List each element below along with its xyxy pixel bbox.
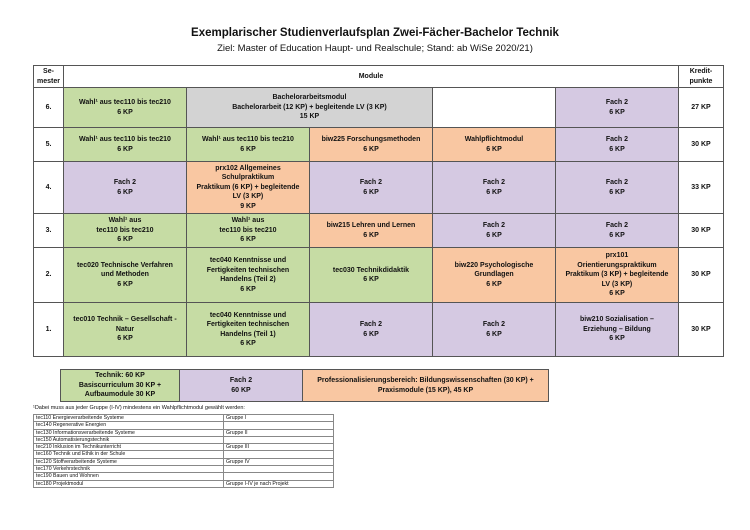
semester-header: Se- mester — [34, 66, 64, 88]
module-cell — [186, 214, 309, 248]
credit-points: 30 KP — [678, 214, 723, 248]
cell-text-line: 6 KP — [363, 276, 379, 283]
module-cell — [432, 214, 555, 248]
cell-text-line: Handelns (Teil 1) — [220, 330, 276, 338]
credit-points: 30 KP — [678, 248, 723, 303]
semester-row — [34, 303, 724, 357]
cell-text-line: 15 KP — [299, 113, 320, 121]
summary-cell — [180, 370, 303, 402]
cell-text-line: 6 KP — [486, 188, 502, 196]
summary-cell — [61, 370, 180, 402]
module-cell — [309, 214, 432, 248]
module-name: tec190 Bauen und Wohnen — [34, 473, 224, 480]
module-cell — [63, 162, 186, 214]
cell-text-line: Wahl¹ aus — [231, 217, 265, 225]
semester-number: 2. — [34, 248, 64, 303]
cell-text-line: 6 KP — [363, 231, 379, 239]
cell-text-line: 6 KP — [117, 145, 133, 153]
cell-text-line: Praxismodule (15 KP), 45 KP — [377, 386, 474, 394]
cell-text-line: Natur — [115, 325, 135, 333]
cell-text-line: biw215 Lehren und Lernen — [326, 222, 416, 229]
group-row — [34, 415, 334, 422]
group-name — [224, 422, 334, 429]
cell-text-line: biw210 Sozialisation – — [580, 316, 654, 324]
group-name: Gruppe I-IV je nach Projekt — [224, 480, 334, 487]
group-row — [34, 451, 334, 458]
cell-text-line: tec010 Technik – Gesellschaft - — [73, 316, 177, 324]
module-name: tec150 Automatisierungstechnik — [34, 436, 224, 443]
module-header: Module — [63, 66, 678, 88]
elective-groups-table — [33, 414, 334, 488]
group-row — [34, 480, 334, 487]
cell-text-line: 6 KP — [363, 330, 379, 338]
group-name — [224, 436, 334, 443]
cell-text-line: Aufbaumodule 30 KP — [84, 391, 156, 399]
header-row — [34, 66, 724, 88]
cell-text-line: Fach 2 — [482, 179, 506, 186]
module-cell — [186, 303, 309, 357]
module-cell — [309, 128, 432, 162]
credit-points: 33 KP — [678, 162, 723, 214]
cell-text-line: 6 KP — [486, 145, 502, 153]
cell-text-line: Wahl¹ aus tec110 bis tec210 — [78, 99, 171, 106]
group-row — [34, 436, 334, 443]
credits-header: Kredit- punkte — [678, 66, 723, 88]
cell-text-line: und Methoden — [101, 271, 149, 279]
module-cell — [186, 88, 432, 128]
cell-text-line: tec040 Kenntnisse und — [209, 257, 287, 264]
module-cell — [63, 303, 186, 357]
cell-text-line: tec020 Technische Verfahren — [76, 261, 173, 269]
cell-text-line: Fach 2 — [113, 179, 137, 186]
module-cell — [63, 88, 186, 128]
cell-text-line: LV (3 KP) — [232, 193, 264, 201]
cell-text-line: prx101 — [605, 252, 629, 260]
cell-text-line: 6 KP — [609, 231, 625, 239]
cell-text-line: 6 KP — [609, 290, 625, 298]
module-cell — [432, 88, 555, 128]
module-cell — [555, 88, 678, 128]
cell-text-line: Erziehung – Bildung — [583, 325, 651, 333]
semester-number: 3. — [34, 214, 64, 248]
module-cell — [555, 248, 678, 303]
module-name: tec110 Energieverarbeitende Systeme — [34, 415, 224, 422]
cell-text-line: 6 KP — [240, 236, 256, 244]
cell-text-line: 6 KP — [609, 108, 625, 116]
group-name — [224, 466, 334, 473]
cell-text-line: 6 KP — [117, 335, 133, 343]
cell-text-line: tec030 Technikdidaktik — [332, 266, 410, 274]
module-cell — [186, 128, 309, 162]
module-cell — [309, 303, 432, 357]
group-row — [34, 444, 334, 451]
cell-text-line: 6 KP — [486, 280, 502, 288]
cell-text-line: LV (3 KP) — [601, 280, 633, 288]
semester-row — [34, 88, 724, 128]
group-name: Gruppe IV — [224, 458, 334, 465]
semester-row — [34, 128, 724, 162]
cell-text-line: 6 KP — [609, 335, 625, 343]
module-cell — [555, 162, 678, 214]
module-name: tec180 Projektmodul — [34, 480, 224, 487]
module-cell — [432, 248, 555, 303]
group-row — [34, 473, 334, 480]
semester-number: 6. — [34, 88, 64, 128]
semester-row — [34, 248, 724, 303]
module-name: tec160 Technik und Ethik in der Schule — [34, 451, 224, 458]
summary-cell — [303, 370, 549, 402]
cell-text-line: Praktikum (6 KP) + begleitende — [196, 183, 300, 191]
module-name: tec210 Inklusion im Technikunterricht — [34, 444, 224, 451]
group-row — [34, 466, 334, 473]
page-subtitle: Ziel: Master of Education Haupt- und Realschule; Stand: ab WiSe 2020/21) — [217, 43, 533, 54]
module-cell — [63, 248, 186, 303]
module-cell — [432, 128, 555, 162]
cell-text-line: 6 KP — [117, 108, 133, 116]
cell-text-line: 9 KP — [240, 202, 256, 210]
semester-number: 1. — [34, 303, 64, 357]
credit-points: 30 KP — [678, 303, 723, 357]
module-cell — [63, 128, 186, 162]
group-row — [34, 458, 334, 465]
credit-points: 27 KP — [678, 88, 723, 128]
module-cell — [432, 162, 555, 214]
cell-text-line: biw220 Psychologische — [454, 261, 534, 269]
module-name: tec170 Verkehrstechnik — [34, 466, 224, 473]
cell-text-line: Orientierungspraktikum — [577, 261, 657, 269]
cell-text-line: Bachelorarbeitsmodul — [272, 94, 347, 102]
cell-text-line: 6 KP — [117, 280, 133, 288]
cell-text-line: Technik: 60 KP — [95, 372, 145, 380]
cell-text-line: Fach 2 — [605, 99, 629, 106]
cell-text-line: prx102 Allgemeines — [215, 164, 281, 172]
cell-text-line: Wahl¹ aus tec110 bis tec210 — [201, 136, 294, 143]
cell-text-line: tec110 bis tec210 — [219, 226, 277, 234]
group-row — [34, 422, 334, 429]
module-cell — [555, 214, 678, 248]
cell-text-line: Fertigkeiten technischen — [206, 321, 290, 328]
group-name — [224, 473, 334, 480]
page-title: Exemplarischer Studienverlaufsplan Zwei-Fächer-Bachelor Technik — [191, 27, 559, 39]
module-cell — [309, 248, 432, 303]
cell-text-line: Wahl¹ aus tec110 bis tec210 — [78, 136, 171, 143]
module-cell — [186, 162, 309, 214]
group-name — [224, 451, 334, 458]
cell-text-line: Basiscurriculum 30 KP + — [78, 381, 162, 389]
cell-text-line: 6 KP — [240, 145, 256, 153]
group-name: Gruppe II — [224, 429, 334, 436]
module-name: tec130 Informationsverarbeitende Systeme — [34, 429, 224, 436]
cell-text-line: Praktikum (3 KP) + begleitende — [565, 271, 669, 279]
module-cell — [555, 303, 678, 357]
group-row — [34, 429, 334, 436]
cell-text-line: Fach 2 — [482, 321, 506, 328]
cell-text-line: Fach 2 — [229, 377, 253, 384]
cell-text-line: 6 KP — [363, 145, 379, 153]
summary-table — [60, 369, 549, 402]
module-cell — [63, 214, 186, 248]
semester-number: 4. — [34, 162, 64, 214]
cell-text-line: 6 KP — [240, 285, 256, 293]
cell-text-line: 6 KP — [609, 188, 625, 196]
cell-text-line: 6 KP — [486, 231, 502, 239]
cell-text-line: tec040 Kenntnisse und — [209, 311, 287, 319]
cell-text-line: 6 KP — [240, 340, 256, 347]
cell-text-line: Wahl¹ aus — [108, 217, 142, 225]
credit-points: 30 KP — [678, 128, 723, 162]
cell-text-line: 6 KP — [117, 236, 133, 244]
module-cell — [432, 303, 555, 357]
summary-row — [61, 370, 549, 402]
cell-text-line: Fach 2 — [359, 179, 383, 186]
module-name: tec140 Regenerative Energien — [34, 422, 224, 429]
cell-text-line: Fach 2 — [605, 136, 629, 143]
module-cell — [186, 248, 309, 303]
semester-number: 5. — [34, 128, 64, 162]
semester-row — [34, 162, 724, 214]
group-name: Gruppe III — [224, 444, 334, 451]
cell-text-line: Grundlagen — [474, 271, 514, 279]
module-cell — [555, 128, 678, 162]
cell-text-line: Fach 2 — [605, 222, 629, 229]
cell-text-line: Handelns (Teil 2) — [220, 276, 276, 283]
semester-row — [34, 214, 724, 248]
cell-text-line: 6 KP — [363, 188, 379, 196]
cell-text-line: Bachelorarbeit (12 KP) + begleitende LV (3 KP) — [232, 103, 387, 111]
footnote: ¹Dabei muss aus jeder Gruppe (I-IV) mindestens ein Wahlpflichtmodul gewählt werden: — [33, 405, 245, 411]
cell-text-line: Fertigkeiten technischen — [206, 266, 290, 274]
cell-text-line: Fach 2 — [359, 321, 383, 328]
cell-text-line: 60 KP — [231, 386, 251, 394]
cell-text-line: Fach 2 — [482, 222, 506, 229]
cell-text-line: Schulpraktikum — [221, 174, 275, 182]
cell-text-line: biw225 Forschungsmethoden — [321, 136, 421, 143]
module-name: tec120 Stoffverarbeitende Systeme — [34, 458, 224, 465]
group-name: Gruppe I — [224, 415, 334, 422]
study-plan-table — [33, 65, 724, 357]
cell-text-line: Professionalisierungsbereich: Bildungswissenschaften (30 KP) + — [317, 377, 534, 384]
cell-text-line: 6 KP — [609, 145, 625, 153]
module-cell — [309, 162, 432, 214]
cell-text-line: 6 KP — [117, 188, 133, 196]
cell-text-line: Fach 2 — [605, 179, 629, 186]
cell-text-line: tec110 bis tec210 — [96, 226, 154, 234]
cell-text-line: Wahlpflichtmodul — [464, 136, 524, 143]
cell-text-line: 6 KP — [486, 330, 502, 338]
